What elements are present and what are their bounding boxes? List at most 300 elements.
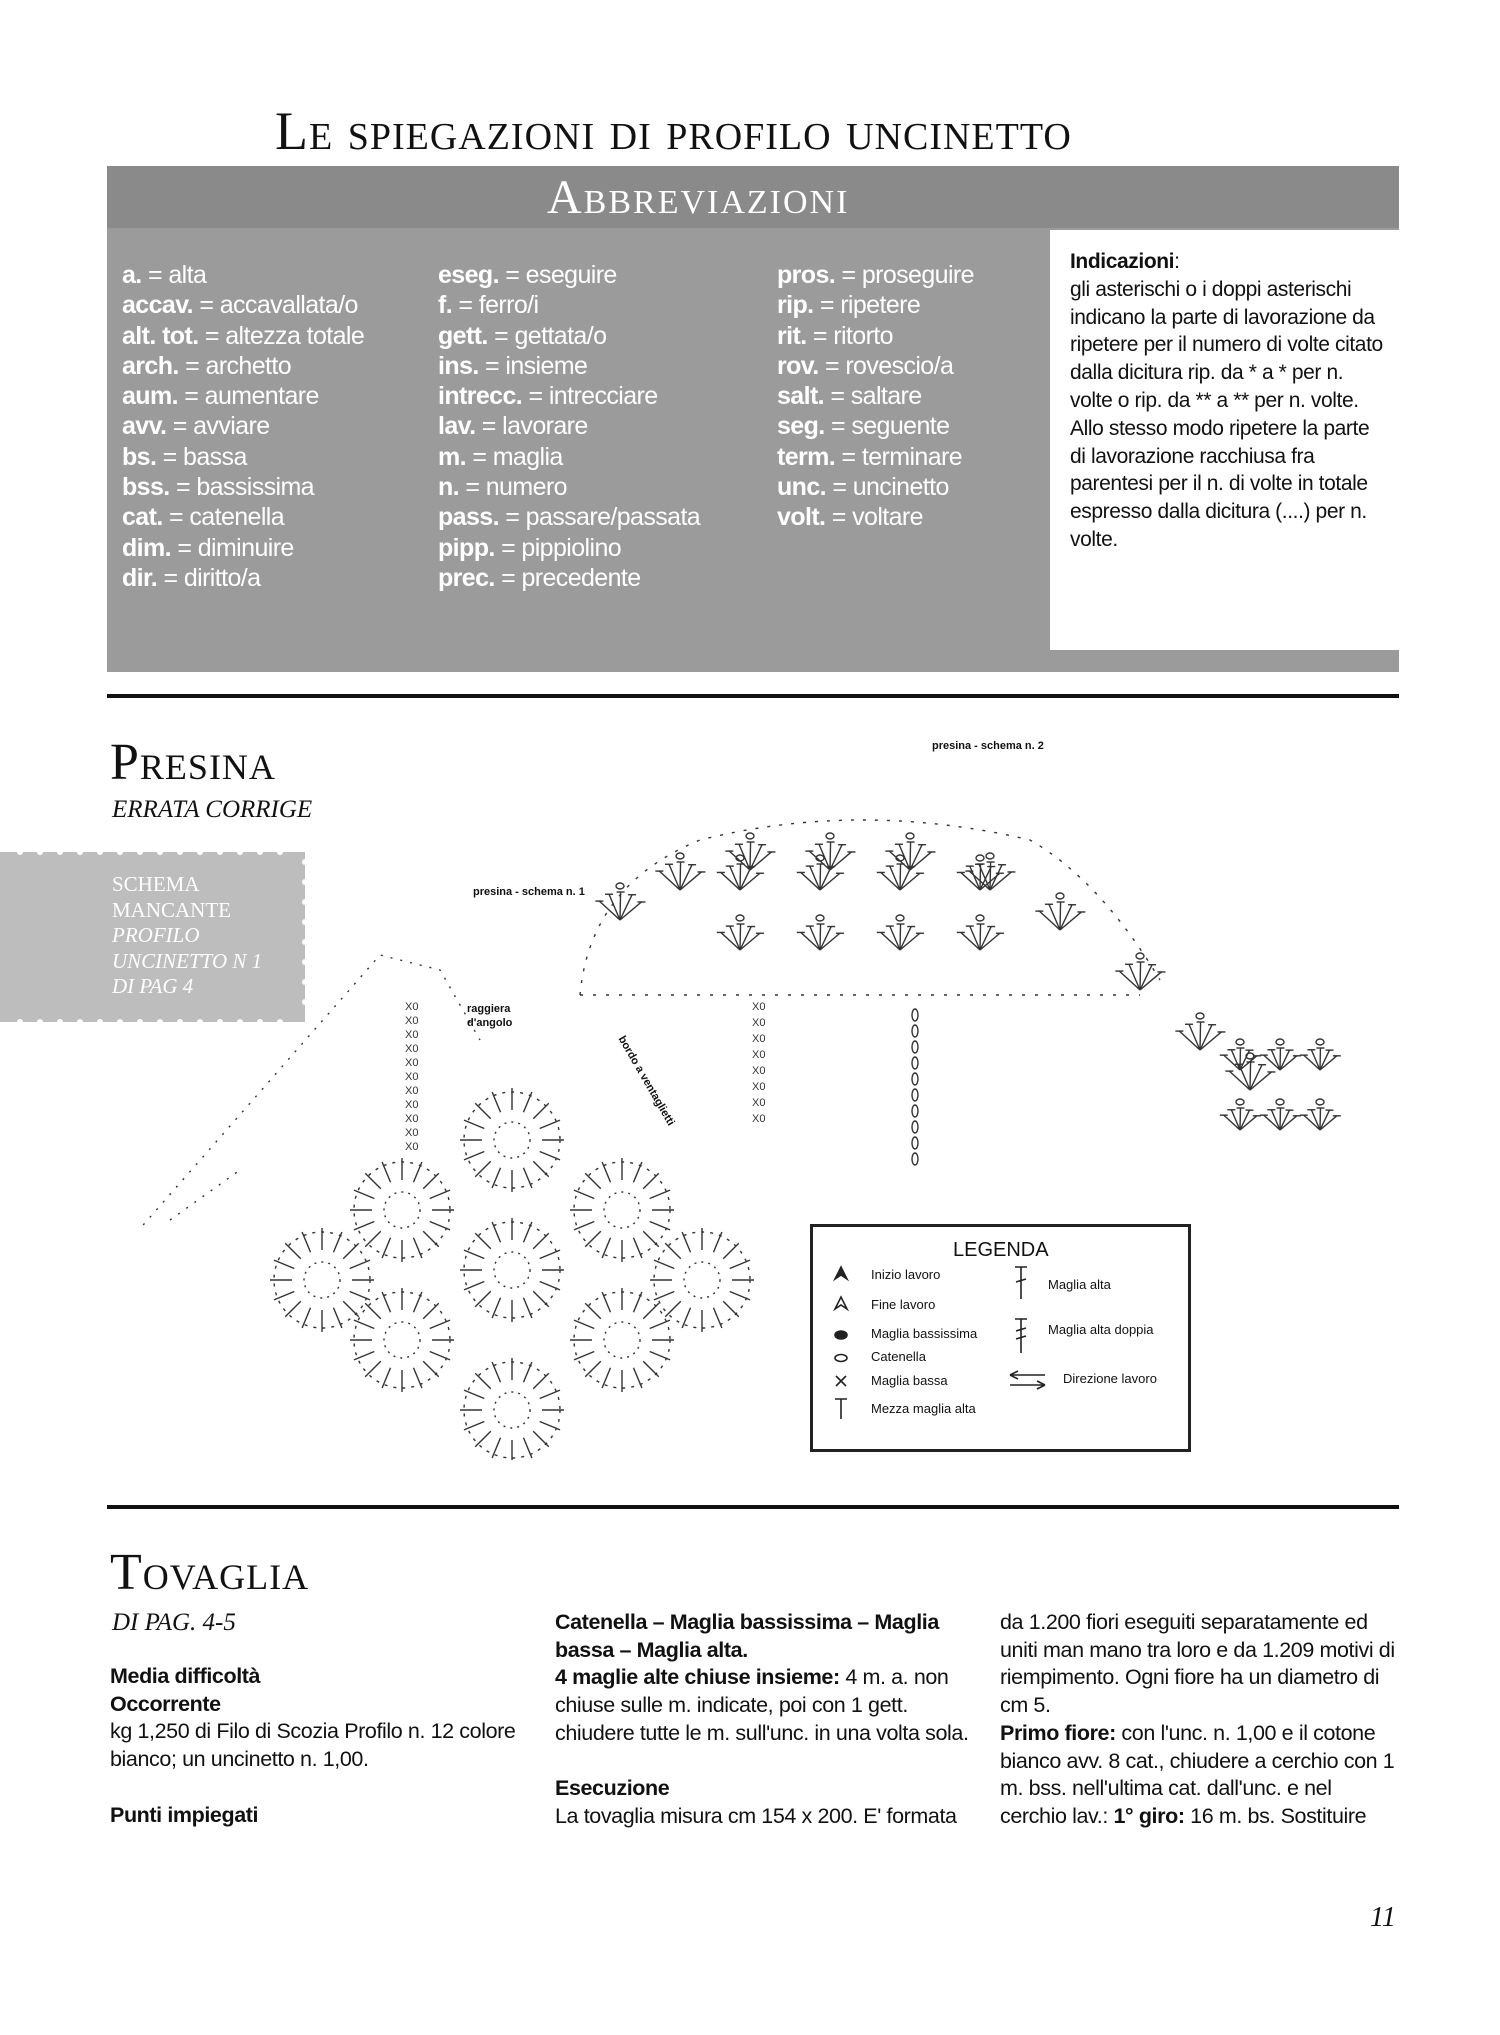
stitch-line [274, 1291, 294, 1299]
stitch-mark: X0 [405, 1057, 419, 1069]
equals-sign: = [459, 473, 486, 502]
stitch-line [633, 1238, 641, 1258]
stitch-line [430, 1221, 450, 1229]
flower-center [494, 1122, 530, 1158]
equals-sign: = [826, 473, 853, 502]
stitch-line [890, 926, 900, 950]
legend-item: Fine lavoro [871, 1297, 936, 1312]
equals-sign: = [178, 351, 206, 380]
chain-stitch [676, 853, 684, 859]
stitch-line [423, 1361, 439, 1377]
abbreviation-value: ritorto [833, 321, 893, 350]
stitch-line [464, 1390, 484, 1398]
stitch-line [1140, 965, 1152, 990]
stitch-line [413, 1368, 421, 1388]
stitch-line [740, 864, 741, 890]
abbreviation-value: saltare [850, 382, 922, 411]
abbreviations-header [107, 166, 1399, 228]
abbreviation-key: pass. [438, 503, 499, 532]
chain-stitch [912, 1009, 918, 1021]
stitch-line [665, 1243, 681, 1259]
flower-center [494, 1252, 530, 1288]
abbreviation-key: aum. [122, 382, 178, 411]
stitch-line [633, 1162, 641, 1182]
abbreviation-key: bss. [122, 473, 170, 502]
stitch-line [540, 1120, 560, 1128]
chain-stitch [976, 855, 984, 861]
chain-stitch [906, 833, 914, 839]
abbreviation-entry [122, 472, 364, 502]
stitch-line [633, 1368, 641, 1388]
stitch-line [830, 852, 851, 870]
stitch-line [810, 926, 820, 950]
stitch-line [1060, 912, 1081, 930]
stitch-line [820, 873, 840, 890]
chain-stitch [912, 1057, 918, 1069]
stitch-line [740, 924, 741, 950]
abbreviation-entry [438, 351, 700, 381]
stitch-line [464, 1281, 484, 1289]
stitch-line [1240, 1050, 1249, 1070]
chain-stitch [912, 1025, 918, 1037]
abbreviation-value: lavorare [502, 412, 588, 441]
abbreviation-value: passare/passata [525, 503, 701, 532]
chain-stitch [912, 1137, 918, 1149]
stitch-line [1280, 1116, 1297, 1130]
crochet-diagrams [140, 750, 1410, 1460]
tovaglia-column-3 [1000, 1609, 1402, 1831]
abbreviation-value: voltare [852, 503, 923, 532]
stitch-line [413, 1238, 421, 1258]
stitch-line [423, 1231, 439, 1247]
giro-heading: 1° giro: [1113, 1803, 1185, 1828]
abbreviations-title: Abbreviazioni [547, 171, 850, 224]
presina-subtitle: ERRATA CORRIGE [112, 796, 313, 823]
esecuzione-heading: Esecuzione [555, 1776, 670, 1801]
abbreviation-entry [122, 563, 364, 593]
abbreviation-entry [777, 502, 974, 532]
flower-center [604, 1322, 640, 1358]
stitch-line [574, 1221, 594, 1229]
stitch-line [365, 1361, 381, 1377]
stitch-line [980, 933, 1000, 950]
stitch-line [890, 866, 900, 890]
giro-text: 16 m. bs. Sostituire [1184, 1803, 1367, 1828]
abbreviation-value: archetto [205, 351, 292, 380]
abbreviation-key: pros. [777, 261, 836, 289]
abbreviation-entry [438, 502, 700, 532]
stitch-line [585, 1361, 601, 1377]
indications-box [1050, 230, 1399, 650]
chain-stitch [912, 1089, 918, 1101]
abbreviation-value: diritto/a [183, 563, 261, 592]
stitch-line [830, 842, 831, 870]
stitch-line [354, 1351, 374, 1359]
abbreviation-entry [122, 442, 364, 472]
stitch-line [464, 1151, 484, 1159]
legend-box [810, 1224, 1191, 1452]
stitch-line [1280, 1050, 1289, 1070]
stitch-line [540, 1390, 560, 1398]
stitch-line [900, 924, 901, 950]
stitch-line [574, 1351, 594, 1359]
abbreviation-value: terminare [861, 442, 963, 471]
primo-heading: Primo fiore: [1000, 1720, 1116, 1745]
stitch-line [523, 1298, 531, 1318]
abbreviation-value: bassissima [196, 473, 314, 502]
abbreviation-value: intrecciare [548, 382, 658, 411]
stitch-mark: X0 [752, 1001, 766, 1013]
stitch-line [900, 864, 901, 890]
stitch-line [1049, 904, 1060, 930]
stitch-line [333, 1308, 341, 1328]
abbreviation-key: accav. [122, 291, 194, 320]
stitch-line [365, 1173, 381, 1189]
stitch-line [750, 842, 751, 870]
chain-stitch [736, 915, 744, 921]
stitch-line [343, 1301, 359, 1317]
stamp-line: SCHEMA [112, 872, 200, 896]
stamp-line: MANCANTE [112, 897, 231, 922]
abbreviation-key: alt. tot. [122, 321, 199, 350]
esecuzione-text: La tovaglia misura cm 154 x 200. E' formata [555, 1803, 957, 1828]
abbreviation-value: alta [168, 261, 207, 289]
stitch-line [533, 1161, 549, 1177]
stitch-text: 4 m. a. non chiuse sulle m. indicate, poi con 1 gett. chiudere tutte le m. sull'unc. in una volta sola. [555, 1665, 969, 1745]
chain-stitch [816, 915, 824, 921]
stitch-line [1250, 1065, 1262, 1090]
schema-2-caption: presina - schema n. 2 [932, 740, 1044, 752]
abbreviation-key: salt. [777, 382, 825, 411]
abbreviation-value: rovescio/a [845, 351, 954, 380]
abbreviation-entry [122, 290, 364, 320]
stitch-line [801, 872, 820, 890]
stitch-line [533, 1431, 549, 1447]
abbreviation-entry [777, 411, 974, 441]
stitch-line [1200, 1032, 1221, 1050]
stitch-line [650, 1351, 670, 1359]
stitch-line [810, 866, 820, 890]
abbreviation-value: accavallata/o [219, 291, 358, 320]
stitch-mark: X0 [752, 1017, 766, 1029]
equals-sign: = [498, 503, 526, 532]
chain-stitch [1236, 1039, 1244, 1045]
stitch-line [1280, 1110, 1289, 1130]
flower-center [494, 1392, 530, 1428]
legend-item: Catenella [871, 1349, 926, 1364]
abbreviation-key: n. [438, 473, 460, 502]
stitch-line [970, 866, 980, 890]
stitch-line [723, 1243, 739, 1259]
stitch-line [740, 927, 751, 950]
equals-sign: = [452, 291, 479, 320]
tovaglia-subtitle: DI PAG. 4-5 [112, 1609, 236, 1636]
abbreviation-key: dim. [122, 533, 171, 562]
equals-sign: = [835, 442, 862, 471]
abbreviation-entry [438, 321, 700, 351]
stitch-line [285, 1243, 301, 1259]
stamp-line: DI PAG 4 [112, 974, 194, 998]
tovaglia-column-1 [110, 1663, 525, 1829]
abbreviation-key: ins. [438, 351, 479, 380]
chain-stitch [1276, 1039, 1284, 1045]
abbreviation-value: numero [485, 473, 567, 502]
stitch-line [740, 933, 760, 950]
stitch-line [609, 894, 620, 920]
stitch-line [540, 1250, 560, 1258]
stitch-mark: X0 [405, 1015, 419, 1027]
abbreviation-key: rov. [777, 351, 819, 380]
stitch-line [820, 864, 821, 890]
stitch-line [423, 1303, 439, 1319]
stitch-line [523, 1222, 531, 1242]
stitch-line [980, 924, 981, 950]
equals-sign: = [475, 412, 503, 441]
stitch-line [633, 1292, 641, 1312]
equals-sign: = [522, 382, 549, 411]
chain-stitch [1196, 1013, 1204, 1019]
equals-sign: = [157, 563, 184, 592]
stitch-line [423, 1173, 439, 1189]
stitch-line [990, 872, 1011, 890]
stitch-line [540, 1151, 560, 1159]
stitch-line [721, 932, 740, 950]
stitch-line [585, 1173, 601, 1189]
stitch-line [961, 872, 980, 890]
stitch-line [1240, 1056, 1257, 1070]
stitch-line [1119, 971, 1140, 990]
stitch-line [1140, 972, 1161, 990]
equals-sign: = [498, 261, 526, 289]
page-number: 11 [1370, 1902, 1396, 1933]
abbreviation-key: rip. [777, 291, 814, 320]
presina-title: Presina [110, 734, 276, 791]
stitch-heading: 4 maglie alte chiuse insieme: [555, 1665, 840, 1690]
stitch-mark: X0 [752, 1081, 766, 1093]
abbreviation-key: avv. [122, 412, 167, 441]
chain-stitch [1276, 1099, 1284, 1105]
legend-item: Inizio lavoro [871, 1267, 941, 1282]
flower-center [684, 1262, 720, 1298]
abbreviation-key: seg. [777, 412, 825, 441]
stitch-line [475, 1291, 491, 1307]
stitch-line [523, 1168, 531, 1188]
abbreviation-value: uncinetto [852, 473, 949, 502]
stitch-line [900, 867, 911, 890]
stitch-line [574, 1320, 594, 1328]
abbreviation-value: ripetere [840, 291, 921, 320]
stitch-line [1200, 1022, 1201, 1050]
stitch-line [713, 1232, 721, 1252]
stitch-line [970, 926, 980, 950]
abbreviation-entry [438, 442, 700, 472]
stitch-line [910, 842, 911, 870]
legend-item: Direzione lavoro [1063, 1371, 1157, 1386]
equals-sign: = [494, 563, 522, 592]
equals-sign: = [177, 382, 205, 411]
legend-item: Mezza maglia alta [871, 1401, 976, 1416]
stitch-line [533, 1233, 549, 1249]
schema-1-caption: presina - schema n. 1 [473, 886, 585, 898]
tovaglia-column-2 [555, 1609, 970, 1831]
stitch-line [333, 1232, 341, 1252]
stitch-line [740, 867, 751, 890]
equals-sign: = [824, 412, 852, 441]
chain-stitch [976, 915, 984, 921]
abbreviation-value: eseguire [525, 261, 617, 289]
stitch-line [650, 1190, 670, 1198]
equals-sign: = [465, 442, 493, 471]
chain-path [140, 955, 480, 1240]
abbreviation-key: gett. [438, 321, 488, 350]
stitch-line [430, 1351, 450, 1359]
stitch-line [1060, 905, 1072, 930]
stitch-line [523, 1362, 531, 1382]
occorrente-text: kg 1,250 di Filo di Scozia Profilo n. 12 colore bianco; un uncinetto n. 1,00. [110, 1719, 516, 1772]
chain-stitch [826, 833, 834, 839]
equals-sign: = [487, 321, 515, 350]
stitch-line [350, 1260, 370, 1268]
stitch-line [540, 1421, 560, 1429]
equals-sign: = [141, 261, 169, 289]
abbreviation-key: rit. [777, 321, 807, 350]
stitch-line [413, 1162, 421, 1182]
stitch-line [680, 862, 681, 890]
stitch-line [820, 867, 831, 890]
abbreviation-entry [122, 351, 364, 381]
divider [107, 1505, 1399, 1509]
chain-stitch [1056, 893, 1064, 899]
stitch-line [900, 933, 920, 950]
divider [107, 694, 1399, 698]
stitch-line [643, 1303, 659, 1319]
stitch-line [475, 1233, 491, 1249]
equals-sign: = [818, 351, 846, 380]
abbreviation-value: insieme [505, 351, 588, 380]
stitch-line [1320, 1056, 1337, 1070]
stitch-line [910, 852, 931, 870]
abbreviation-key: intrecc. [438, 382, 523, 411]
stitch-line [430, 1320, 450, 1328]
abbreviation-entry [438, 260, 700, 290]
stitches-list: Catenella – Maglia bassissima – Maglia bassa – Maglia alta. [555, 1610, 939, 1662]
abbreviation-value: proseguire [861, 261, 974, 289]
stitch-line [285, 1301, 301, 1317]
page-title: Le spiegazioni di profilo uncinetto [275, 101, 1072, 161]
stitch-line [980, 864, 981, 890]
stitch-mark: X0 [405, 1043, 419, 1055]
abbreviation-value: avviare [193, 412, 270, 441]
abbreviation-entry [438, 563, 700, 593]
legend-item: Maglia bassissima [871, 1326, 978, 1341]
abbreviation-entry [122, 502, 364, 532]
stitch-line [750, 852, 771, 870]
abbreviation-value: catenella [189, 503, 285, 532]
chain-stitch [616, 883, 624, 889]
stitch-mark: X0 [752, 1097, 766, 1109]
abbreviation-key: term. [777, 442, 836, 471]
stitch-line [723, 1301, 739, 1317]
abbreviation-entry [777, 290, 974, 320]
equals-sign: = [198, 321, 226, 350]
stitch-line [475, 1373, 491, 1389]
equals-sign: = [156, 442, 184, 471]
chain-stitch [912, 1041, 918, 1053]
stitch-line [643, 1173, 659, 1189]
stitch-line [1240, 1116, 1257, 1130]
stitch-line [365, 1303, 381, 1319]
stitch-mark: X0 [405, 1099, 419, 1111]
equals-sign: = [166, 412, 194, 441]
abbreviations-column-3 [777, 260, 974, 533]
stitch-line [533, 1291, 549, 1307]
stitch-line [730, 1291, 750, 1299]
equals-sign: = [824, 382, 851, 411]
stitch-mark: X0 [752, 1049, 766, 1061]
chain-stitch [1316, 1039, 1324, 1045]
equals-sign: = [193, 291, 220, 320]
stitch-line [585, 1303, 601, 1319]
col3-text: da 1.200 fiori eseguiti separatamente ed uniti man mano tra loro e da 1.209 motivi di riempimento. Ogni fiore ha un diametro di cm 5. [1000, 1610, 1395, 1718]
indications-text: Indicazioni: gli asterischi o i doppi asterischi indicano la parte di lavorazione da ripetere per il numero di volte citato dalla dicitura rip. da * a * per n. volte o rip. da ** a ** per n. volte. Allo stesso modo ripetere la parte di lavorazione racchiusa fra parentesi per il n. di volte in totale espresso dalla dicitura (....) per n. volte. [1070, 250, 1383, 551]
legend-item: Maglia bassa [871, 1373, 948, 1388]
stitch-line [475, 1103, 491, 1119]
stitch-line [274, 1260, 294, 1268]
stitch-line [1320, 1110, 1329, 1130]
abbreviation-key: unc. [777, 473, 826, 502]
flower-center [304, 1262, 340, 1298]
abbreviation-key: m. [438, 442, 466, 471]
stitch-line [669, 864, 680, 890]
abbreviation-key: cat. [122, 503, 163, 532]
stitch-line [1200, 1025, 1212, 1050]
abbreviation-value: altezza totale [225, 321, 365, 350]
chain-path [170, 1170, 240, 1220]
abbreviation-value: diminuire [197, 533, 294, 562]
equals-sign: = [478, 351, 506, 380]
stitch-line [730, 926, 740, 950]
stitch-line [740, 873, 760, 890]
stitch-mark: X0 [405, 1001, 419, 1013]
stitch-line [730, 866, 740, 890]
chain-stitch [1236, 1099, 1244, 1105]
chain-stitch [1316, 1099, 1324, 1105]
abbreviation-entry [122, 381, 364, 411]
edge-label: bordo a ventaglietti [615, 1034, 677, 1128]
equals-sign: = [835, 261, 862, 289]
stitch-line [1250, 1062, 1251, 1090]
stitch-mark: X0 [405, 1085, 419, 1097]
abbreviation-entry [777, 321, 974, 351]
stitch-line [659, 871, 680, 890]
stitch-line [620, 895, 632, 920]
abbreviation-key: volt. [777, 503, 826, 532]
equals-sign: = [825, 503, 853, 532]
stitch-line [1039, 911, 1060, 930]
stitch-line [354, 1190, 374, 1198]
stitch-mark: X0 [405, 1029, 419, 1041]
abbreviation-key: prec. [438, 563, 495, 592]
stitch-line [654, 1260, 674, 1268]
stitch-line [343, 1243, 359, 1259]
stitch-mark: X0 [405, 1141, 419, 1153]
stitch-line [1250, 1072, 1271, 1090]
equals-sign: = [169, 473, 197, 502]
stitch-line [820, 933, 840, 950]
stitch-line [980, 927, 991, 950]
stitch-line [680, 865, 692, 890]
equals-sign: = [806, 321, 834, 350]
